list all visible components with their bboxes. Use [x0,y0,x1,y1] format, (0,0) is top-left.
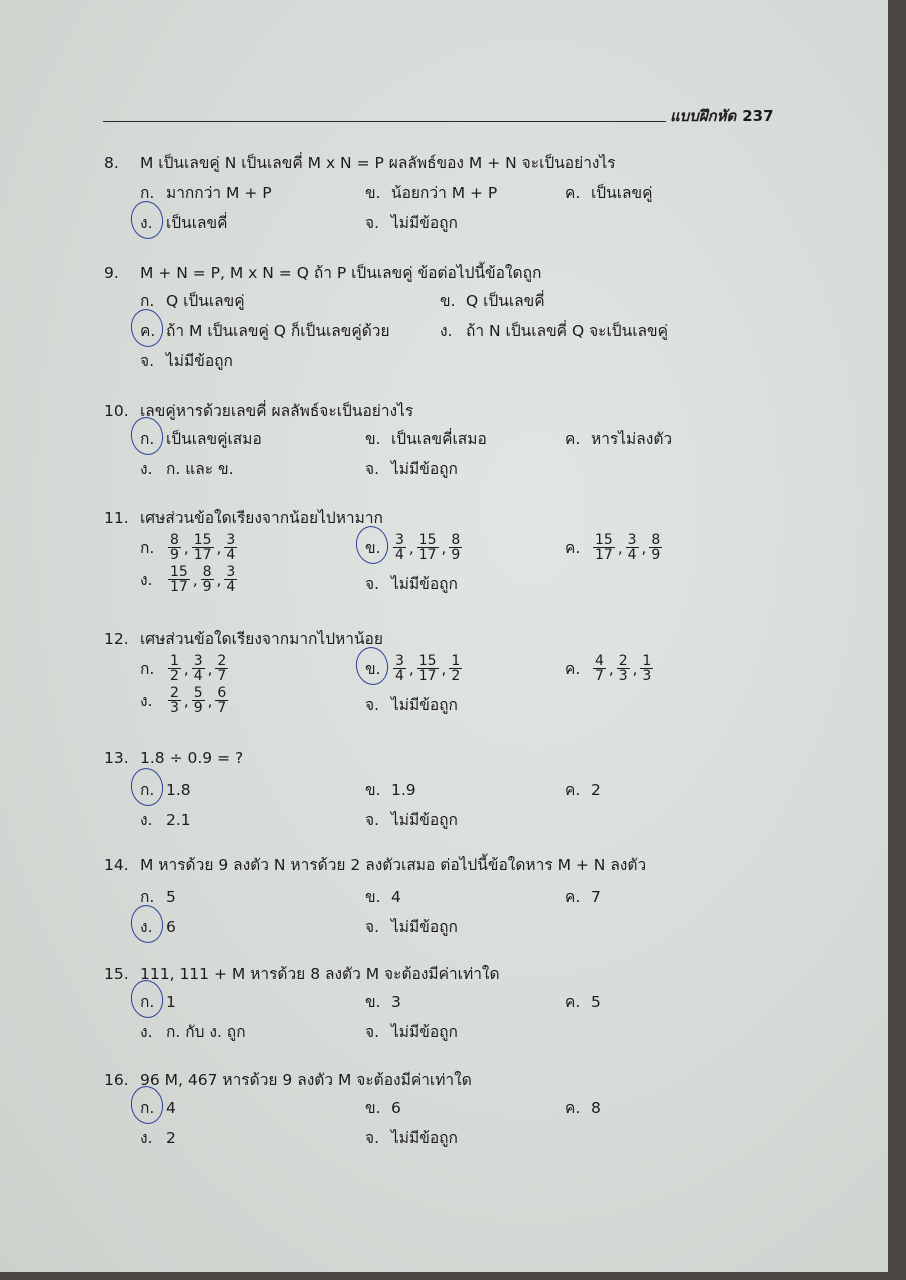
question-text: เศษส่วนข้อใดเรียงจากมากไปหาน้อย [140,630,383,648]
option-label: ง. [140,460,153,478]
comma-separator: , [207,691,213,710]
option-text: ก. กับ ง. ถูก [166,1023,246,1041]
answer-option [140,989,176,1014]
option-label: ค. [565,993,581,1011]
answer-option [365,989,401,1014]
option-text: ไม่มีข้อถูก [166,352,233,370]
comma-separator: , [632,659,638,678]
option-text: 4 [166,1098,176,1117]
question-number: 9. [104,264,119,282]
answer-option [565,884,601,909]
denominator: 9 [170,547,179,563]
numerator: 2 [618,653,628,669]
option-label: ค. [565,539,581,557]
option-text: เป็นเลขคี่เสมอ [391,430,487,448]
fraction [215,654,228,683]
answer-option [140,318,390,343]
option-text: 2 [166,1128,176,1147]
answer-option [365,210,458,235]
question-text: M + N = P, M x N = Q ถ้า P เป็นเลขคู่ ข้อต่อไปนี้ข้อใดถูก [140,264,542,282]
option-text: 3 [391,992,401,1011]
answer-option [140,533,239,562]
option-label: ง. [140,1023,153,1041]
option-label: ข. [365,993,381,1011]
fraction [168,686,181,715]
option-text: 6 [391,1098,401,1117]
option-label: จ. [140,352,155,370]
circled-answer-label: ข. [365,535,391,560]
option-label: ก. [140,539,155,557]
answer-option [140,288,245,313]
fraction [593,654,606,683]
denominator: 7 [595,668,604,684]
option-label: ก. [140,292,155,310]
option-label: ก. [140,660,155,678]
fraction [168,654,181,683]
option-label: ข. [440,292,456,310]
answer-option [140,565,239,594]
comma-separator: , [617,538,623,557]
answer-option [365,533,464,562]
answer-option [365,1125,458,1150]
option-label: ข. [365,184,381,202]
numerator: 8 [651,532,661,548]
fraction [192,654,205,683]
answer-option [565,533,664,562]
option-label: ค. [565,430,581,448]
option-text: Q เป็นเลขคี่ [466,292,545,310]
question-stem [104,626,383,651]
fraction [393,533,406,562]
question-stem [104,852,646,877]
denominator: 9 [451,547,461,563]
fraction [449,654,462,683]
option-label: จ. [365,1129,380,1147]
option-text: 7 [591,887,601,906]
fraction [393,654,406,683]
denominator: 7 [217,700,227,716]
option-text: 4 [391,887,401,906]
question-number: 12. [104,630,129,648]
option-label: ง. [140,811,153,829]
question-stem [104,749,243,767]
question-number: 14. [104,856,129,874]
answer-option [365,571,458,596]
numerator: 2 [217,653,227,669]
answer-option [365,1019,458,1044]
option-label: จ. [365,575,380,593]
option-label: ค. [565,184,581,202]
option-text: ไม่มีข้อถูก [391,696,458,714]
fraction [449,533,462,562]
denominator: 9 [202,579,212,595]
answer-option [565,426,672,451]
question-number: 10. [104,402,129,420]
option-label: ง. [440,322,453,340]
comma-separator: , [183,659,189,678]
comma-separator: , [183,538,189,557]
denominator: 17 [418,668,437,684]
fraction [417,654,439,683]
answer-option [565,654,655,683]
answer-option [365,1095,401,1120]
option-text: ไม่มีข้อถูก [391,1023,458,1041]
option-text: ไม่มีข้อถูก [391,214,458,232]
question-stem [104,1067,472,1092]
circled-answer-label: ข. [365,656,391,681]
numerator: 3 [193,653,203,669]
question-text: M หารด้วย 9 ลงตัว N หารด้วย 2 ลงตัวเสมอ ต่อไปนี้ข้อใดหาร M + N ลงตัว [140,856,647,874]
numerator: 5 [193,685,203,701]
option-text: ก. และ ข. [166,460,234,478]
denominator: 3 [170,700,179,716]
option-label: จ. [365,811,380,829]
circled-answer-label: ง. [140,210,166,235]
numerator: 3 [627,532,637,548]
option-text: 5 [166,887,176,906]
numerator: 1 [170,653,179,669]
numerator: 3 [395,653,404,669]
circled-answer-label: ค. [140,318,166,343]
question-text: 111, 111 + M หารด้วย 8 ลงตัว M จะต้องมีค่าเท่าใด [140,965,500,983]
comma-separator: , [183,691,189,710]
option-text: 1.8 [166,780,191,799]
numerator: 15 [418,653,437,669]
circled-answer-label: ก. [140,989,166,1014]
denominator: 4 [627,547,637,563]
comma-separator: , [441,538,447,557]
answer-option [365,180,497,205]
option-label: ค. [565,888,581,906]
numerator: 8 [451,532,461,548]
answer-option [365,692,458,717]
question-stem [104,961,500,986]
answer-option [365,654,464,683]
option-text: เป็นเลขคี่ [166,214,228,232]
option-text: ถ้า M เป็นเลขคู่ Q ก็เป็นเลขคู่ด้วย [166,322,390,340]
answer-option [140,456,234,481]
comma-separator: , [408,538,414,557]
denominator: 17 [418,547,437,563]
option-label: จ. [365,1023,380,1041]
option-text: 5 [591,992,601,1011]
numerator: 15 [418,532,437,548]
answer-option [565,777,601,802]
question-text: 1.8 ÷ 0.9 = ? [140,749,244,767]
option-label: ก. [140,888,155,906]
question-stem [104,260,541,285]
option-label: ข. [365,781,381,799]
section-title: แบบฝึกหัด [670,107,737,125]
option-text: ไม่มีข้อถูก [391,575,458,593]
comma-separator: , [441,659,447,678]
question-number: 15. [104,965,129,983]
answer-option [140,210,228,235]
answer-option [140,777,191,802]
comma-separator: , [207,659,213,678]
fraction [417,533,439,562]
answer-option [365,426,487,451]
answer-option [140,180,272,205]
fraction [224,533,237,562]
circled-answer-label: ก. [140,426,166,451]
option-label: ง. [140,692,153,710]
question-number: 8. [104,154,119,172]
option-text: มากกว่า M + P [166,184,272,202]
option-text: หารไม่ลงตัว [591,430,673,448]
option-label: จ. [365,696,380,714]
denominator: 7 [217,668,227,684]
numerator: 3 [226,564,236,580]
answer-option [140,807,191,832]
comma-separator: , [608,659,614,678]
fraction [201,565,214,594]
option-label: ข. [365,430,381,448]
numerator: 15 [170,564,188,580]
option-label: ค. [565,1099,581,1117]
numerator: 4 [595,653,604,669]
comma-separator: , [641,538,647,557]
answer-option [365,777,416,802]
comma-separator: , [408,659,414,678]
option-label: ค. [565,781,581,799]
option-text: ไม่มีข้อถูก [391,460,458,478]
circled-answer-label: ง. [140,914,166,939]
numerator: 15 [193,532,212,548]
option-text: 2 [591,780,601,799]
fraction [168,565,190,594]
option-text: 1.9 [391,780,416,799]
fraction [617,654,630,683]
denominator: 4 [395,547,404,563]
option-label: ค. [565,660,581,678]
answer-option [140,426,262,451]
fraction [215,686,228,715]
denominator: 3 [642,668,652,684]
option-text: น้อยกว่า M + P [391,184,498,202]
circled-answer-label: ก. [140,1095,166,1120]
numerator: 1 [642,653,652,669]
answer-option [365,807,458,832]
denominator: 2 [451,668,461,684]
circled-answer-label: ก. [140,777,166,802]
fraction [224,565,237,594]
option-text: ไม่มีข้อถูก [391,1129,458,1147]
answer-option [140,1125,176,1150]
numerator: 6 [217,685,227,701]
answer-option [440,318,668,343]
numerator: 15 [595,532,613,548]
answer-option [365,884,401,909]
option-label: ง. [140,1129,153,1147]
option-text: เป็นเลขคู่เสมอ [166,430,262,448]
option-label: ข. [365,1099,381,1117]
denominator: 4 [395,668,404,684]
answer-option [365,456,458,481]
option-text: เป็นเลขคู่ [591,184,653,202]
comma-separator: , [216,538,222,557]
denominator: 4 [226,579,236,595]
numerator: 2 [170,685,179,701]
answer-option [140,914,176,939]
answer-option [365,914,458,939]
option-label: ก. [140,184,155,202]
denominator: 9 [651,547,661,563]
answer-option [565,1095,601,1120]
question-text: เศษส่วนข้อใดเรียงจากน้อยไปหามาก [140,509,383,527]
denominator: 17 [170,579,188,595]
fraction [640,654,653,683]
comma-separator: , [192,570,198,589]
option-text: 6 [166,917,176,936]
question-number: 16. [104,1071,129,1089]
numerator: 1 [451,653,461,669]
answer-option [565,180,653,205]
option-text: ไม่มีข้อถูก [391,918,458,936]
denominator: 9 [193,700,203,716]
page-header [670,104,774,128]
option-label: จ. [365,918,380,936]
numerator: 3 [226,532,236,548]
denominator: 4 [226,547,236,563]
question-text: เลขคู่หารด้วยเลขคี่ ผลลัพธ์จะเป็นอย่างไร [140,402,414,420]
question-stem [104,150,616,175]
answer-option [140,348,233,373]
fraction [626,533,639,562]
option-label: ข. [365,888,381,906]
numerator: 3 [395,532,404,548]
question-text: M เป็นเลขคู่ N เป็นเลขคี่ M x N = P ผลลัพธ์ของ M + N จะเป็นอย่างไร [140,154,616,172]
numerator: 8 [202,564,212,580]
numerator: 8 [170,532,179,548]
denominator: 2 [170,668,179,684]
answer-option [565,989,601,1014]
option-text: Q เป็นเลขคู่ [166,292,245,310]
option-label: จ. [365,214,380,232]
question-stem [104,505,383,530]
denominator: 17 [595,547,613,563]
question-number: 11. [104,509,129,527]
question-number: 13. [104,749,129,767]
comma-separator: , [216,570,222,589]
denominator: 3 [618,668,628,684]
answer-option [440,288,545,313]
option-label: จ. [365,460,380,478]
option-label: ง. [140,571,153,589]
option-text: 1 [166,992,176,1011]
answer-option [140,1095,176,1120]
answer-option [140,686,230,715]
option-text: 2.1 [166,810,191,829]
question-text: 96 M, 467 หารด้วย 9 ลงตัว M จะต้องมีค่าเท่าใด [140,1071,472,1089]
denominator: 17 [193,547,212,563]
denominator: 4 [193,668,203,684]
fraction [192,686,205,715]
page-number: 237 [742,107,774,125]
option-text: ไม่มีข้อถูก [391,811,458,829]
option-text: ถ้า N เป็นเลขคี่ Q จะเป็นเลขคู่ [466,322,668,340]
header-rule [103,121,666,122]
answer-option [140,1019,246,1044]
fraction [593,533,615,562]
answer-option [140,654,230,683]
fraction [168,533,181,562]
fraction [649,533,662,562]
option-text: 8 [591,1098,601,1117]
fraction [192,533,214,562]
